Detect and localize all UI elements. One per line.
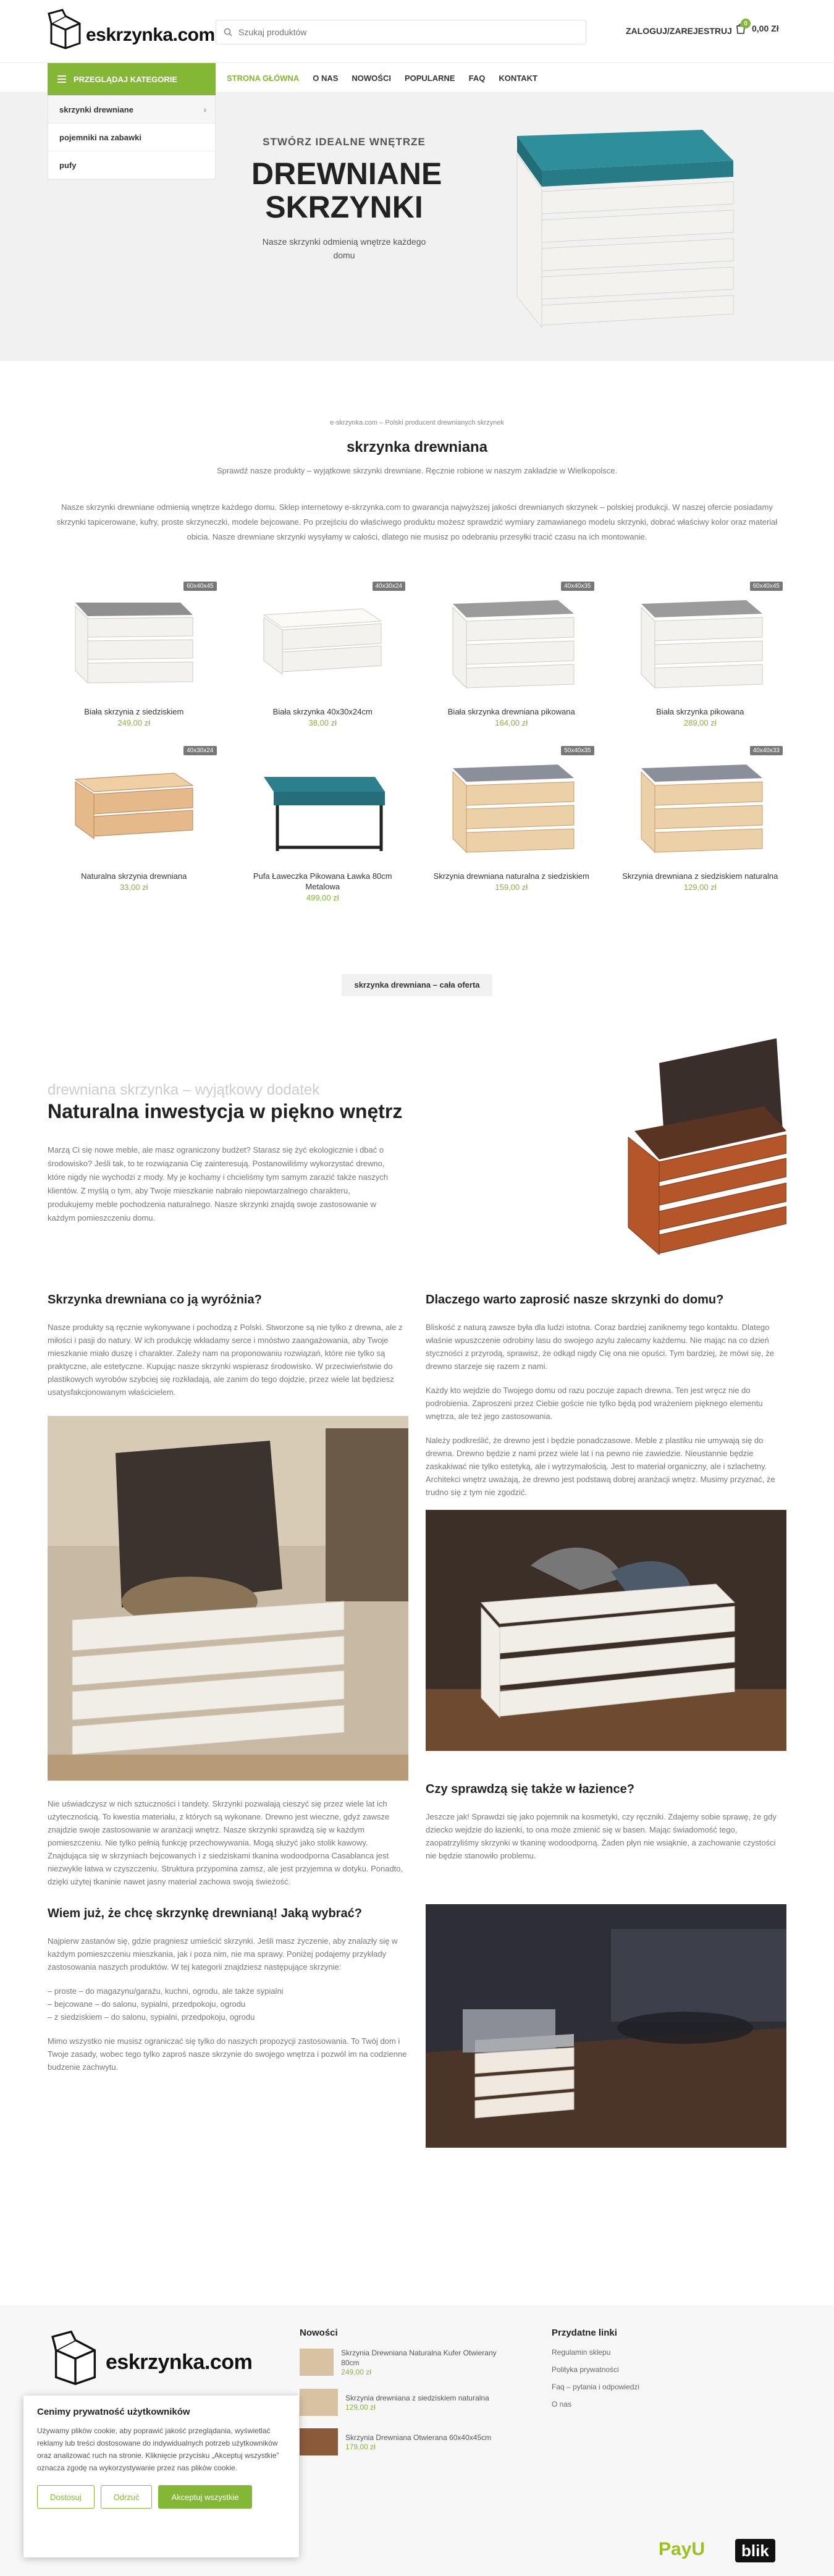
cookie-buttons: [37, 2485, 285, 2509]
list-item: – proste – do magazynu/garażu, kuchni, ogrodu, ale także sypialni: [48, 1986, 284, 1996]
crate-image: [428, 742, 595, 865]
product-image[interactable]: [425, 578, 598, 700]
open-chest-image: [622, 1038, 786, 1261]
footer-product-price: 179,00 zł: [345, 2443, 376, 2451]
feature-pre-heading: drewniana skrzynka – wyjątkowy dodatek: [48, 1082, 320, 1098]
size-badge: 60x40x45: [183, 582, 216, 591]
breadcrumb: e-skrzynka.com – Polski producent drewnianych skrzynek: [330, 419, 504, 426]
hamburger-icon: [57, 75, 66, 83]
browse-categories-button[interactable]: [48, 63, 216, 95]
site-logo[interactable]: [48, 9, 215, 49]
menu-item-new[interactable]: NOWOŚCI: [352, 73, 391, 83]
hero-text: [251, 136, 442, 262]
category-label: skrzynki drewniane: [59, 104, 133, 114]
hero-description: Nasze skrzynki odmienią wnętrze każdego domu: [262, 237, 426, 260]
article-right-p4: Jeszcze jak! Sprawdzi się jako pojemnik na kosmetyki, czy ręczniki. Zdajemy sobie sprawę, że gdy dziecko wejdzie do łazienki, to ona może zmienić się w basen. Mając świadomość tego, zaopatrzyliśmy skrzynki w tkaninę wodoodporną. Żaden płyn nie wsiąknie, a zachowanie czystości nie będzie stanowiło problemu.: [426, 1812, 777, 1860]
article-right-heading-2: Czy sprawdzą się także w łazience?: [426, 1782, 634, 1796]
cat-in-crate-photo: [48, 1416, 408, 1781]
all-offer-button[interactable]: skrzynka drewniana – cała oferta: [342, 974, 492, 996]
footer-links-title: Przydatne linki: [552, 2328, 617, 2338]
footer-useful-links: [552, 2328, 712, 2417]
product-grid: [48, 578, 786, 902]
product-image[interactable]: [425, 742, 598, 865]
category-item-toy-boxes[interactable]: [48, 124, 215, 151]
product-title[interactable]: Naturalna skrzynia drewniana: [81, 871, 187, 881]
article-left-p2: Nie uświadczysz w nich sztuczności i tandety. Skrzynki pozwalają cieszyć się przez wiele lat ich użytecznością. To kwestia materiału, z których są wykonane. Drewno jest wieczne, gdyż zawsze znajdzie swoje zastosowanie w aranżacji wnętrz. Nasze skrzynki sprawdzą się w każdym pomieszczeniu. Nie tylko pełnią funkcję przechowywania. Mogą służyć jako stolik kawowy. Znajdująca się w skrzyniach bejcowanych i z siedziskami tkanina wodoodporna Casablanca jest niezwykle łatwa w czyszczeniu. Struktura przypomina zamsz, ale jest przyjemna w dotyku. Ponadto, dzięki użytej tkaninie nawet jasny materiał zachowa swoją świeżość.: [48, 1799, 403, 1886]
size-badge: 50x40x35: [561, 746, 594, 755]
product-thumbnail: [300, 2389, 338, 2416]
feature-heading: Naturalna inwestycja w piękno wnętrz: [48, 1100, 403, 1122]
hero-subtitle: STWÓRZ IDEALNE WNĘTRZE: [263, 136, 426, 148]
footer-logo[interactable]: [48, 2330, 252, 2386]
login-register-link[interactable]: ZALOGUJ/ZAREJESTRUJ: [626, 26, 732, 36]
menu-item-popular[interactable]: POPULARNE: [404, 73, 455, 83]
product-card[interactable]: [48, 742, 221, 902]
crate-image: [239, 578, 406, 700]
menu-item-contact[interactable]: KONTAKT: [499, 73, 537, 83]
product-price: 164,00 zł: [495, 718, 528, 727]
header-topbar: [0, 0, 834, 63]
cart-button[interactable]: [735, 22, 779, 35]
product-price: 499,00 zł: [306, 893, 339, 902]
feature-text: Marzą Ci się nowe meble, ale masz ograniczony budżet? Starasz się żyć ekologicznie i dbać o środowisko? Jeśli tak, to te rozwiązania Cię zainteresują. Postanowiliśmy wykorzystać drewno, które nigdy nie wychodzi z mody. My je kochamy i chcieliśmy tym samym zarazić także naszych klientów. Z myślą o tym, aby Twoje mieszkanie nabrało niepowtarzalnego charakteru, produkujemy meble pochodzenia naturalnego. Nasze skrzynki znajdą swoje zastosowanie w każdym pomieszczeniu domu.: [48, 1145, 388, 1222]
product-price: 289,00 zł: [683, 718, 717, 727]
crate-image: [617, 742, 783, 865]
product-card[interactable]: [48, 578, 221, 727]
product-price: 249,00 zł: [117, 718, 151, 727]
product-thumbnail: [300, 2349, 334, 2376]
category-item-crates[interactable]: [48, 96, 215, 124]
product-thumbnail: [300, 2428, 338, 2455]
article-left-heading-1: Skrzynka drewniana co ją wyróżnia?: [48, 1293, 262, 1307]
product-card[interactable]: [425, 578, 598, 727]
cookie-customize-button[interactable]: Dostosuj: [37, 2485, 95, 2509]
crate-image: [617, 578, 783, 700]
logo-text: eskrzynka.com: [106, 2350, 253, 2374]
crate-image: [51, 578, 217, 700]
article-right-p3: Należy podkreślić, że drewno jest i będzie ponadczasowe. Meble z plastiku nie umywają się do drewna. Drewno będzie z nami przez wiele lat i na pewno nie zawiedzie. Nieustannie będzie zaskakiwać nie tylko estetyką, ale i wytrzymałością. Jest to materiał organiczny, ale i szlachetny. Architekci wnętrz uważają, że drewno jest podstawą dobrej aranżacji wnętrz. Musimy przyznać, że trudno się z tym nie zgodzić.: [426, 1436, 775, 1497]
product-title[interactable]: Biała skrzynka drewniana pikowana: [447, 707, 575, 716]
category-label: pojemniki na zabawki: [59, 132, 141, 142]
intro-lead: Sprawdź nasze produkty – wyjątkowe skrzynki drewniane. Ręcznie robione w naszym zakładzie w Wielkopolsce.: [216, 466, 618, 475]
size-badge: 40x40x33: [750, 746, 783, 755]
product-title[interactable]: Skrzynia drewniana naturalna z siedziskiem: [433, 871, 589, 881]
category-dropdown: [48, 95, 216, 180]
list-item: – z siedziskiem – do salonu, sypialni, przedpokoju, ogrodu: [48, 2012, 255, 2022]
article-right-p1: Bliskość z naturą zawsze była dla ludzi istotna. Coraz bardziej zaniknemy tego kontaktu. Dlatego właśnie wpuszczenie odrobiny lasu do swojego azylu zalecamy każdemu. Nie mając na co dzień styczności z przyrodą, sprawisz, że odkąd nigdy Cię ona nie opuści. Tym bardziej, że mówi się, że drewno starzeje się razem z nami.: [426, 1323, 775, 1371]
product-card[interactable]: [614, 578, 787, 727]
product-price: 33,00 zł: [119, 883, 148, 892]
browse-categories-label: PRZEGLĄDAJ KATEGORIE: [74, 74, 178, 84]
product-title[interactable]: Biała skrzynka pikowana: [656, 707, 744, 716]
hero-crate-image: [499, 117, 746, 346]
crate-image: [428, 578, 595, 700]
article-right: [426, 1293, 786, 2164]
footer-link-faq[interactable]: Faq – pytania i odpowiedzi: [552, 2383, 640, 2391]
logo-text: eskrzynka.com: [86, 25, 215, 45]
intro-text: Nasze skrzynki drewniane odmienią wnętrze każdego domu. Sklep internetowy e-skrzynka.com to gwarancja najwyższej jakości drewnianych skrzynek – polskiej produkcji. W naszej ofercie posiadamy skrzynki tapicerowane, kufry, proste skrzyneczki, modele bejcowane. Po przejściu do właściwego produktu możesz sprawdzić wymiary zamawianego modelu skrzynki, dobrać właściwy kolor oraz materiał obicia. Nasze drewniane skrzynki wysyłamy w całości, dlatego nie musisz po odebraniu przesyłki tracić czasu na ich montowanie.: [56, 502, 778, 541]
product-card[interactable]: [237, 578, 410, 727]
list-item: – bejcowane – do salonu, sypialni, przedpokoju, ogrodu: [48, 1999, 246, 2009]
product-image[interactable]: [614, 742, 787, 865]
menu-item-about[interactable]: O NAS: [313, 73, 339, 83]
box-logo-icon: [48, 9, 83, 49]
cookie-accept-all-button[interactable]: Akceptuj wszystkie: [158, 2485, 251, 2509]
product-image[interactable]: [237, 742, 410, 865]
product-title[interactable]: Biała skrzynia z siedziskiem: [84, 707, 184, 716]
cart-total: 0,00 Zł: [752, 23, 779, 33]
footer-product-title: Skrzynia Drewniana Naturalna Kufer Otwierany 80cm: [341, 2349, 497, 2367]
footer-new-title: Nowości: [300, 2328, 338, 2338]
menu-item-home[interactable]: STRONA GŁÓWNA: [227, 73, 300, 83]
product-price: 129,00 zł: [683, 883, 717, 892]
footer-link-about[interactable]: O nas: [552, 2400, 572, 2409]
article-left-p1: Nasze produkty są ręcznie wykonywane i pochodzą z Polski. Stworzone są nie tylko z drewna, ale z miłości i pasji do natury. W ich produkcję wkładamy serce i mnóstwo zaangażowania, aby Twoje mieszkanie miało duszę i charakter. Zależy nam na proponowaniu rozwiązań, które nie tylko są praktyczne, ale estetyczne. Kupując nasze skrzynki wspierasz środowisko. W przeciwieństwie do plastikowych wyrobów szybciej się rozkładają, ale zanim do tego dojdzie, przez wiele lat będziesz usatysfakcjonowanym właścicielem.: [48, 1323, 403, 1397]
product-title[interactable]: Skrzynia drewniana z siedziskiem naturalna: [622, 871, 778, 881]
size-badge: 40x40x35: [561, 582, 594, 591]
product-card[interactable]: [614, 742, 787, 902]
product-title[interactable]: Biała skrzynka 40x30x24cm: [272, 707, 373, 716]
product-title[interactable]: Pufa Ławeczka Pikowana Ławka 80cm Metalowa: [253, 871, 392, 891]
product-image[interactable]: [614, 578, 787, 700]
cookie-consent-banner: [23, 2396, 299, 2557]
crate-image: [239, 742, 406, 865]
article-right-p2: Każdy kto wejdzie do Twojego domu od razu poczuje zapach drewna. Ten jest wręcz nie do podrobienia. Zaproszeni przez Ciebie goście nie tylko będą pod wrażeniem pięknego elementu wnętrza, ale też jego zastosowania.: [426, 1386, 763, 1421]
category-label: pufy: [59, 160, 77, 170]
footer-product-price: 249,00 zł: [341, 2368, 371, 2376]
footer-product[interactable]: [300, 2348, 497, 2376]
product-image[interactable]: [48, 742, 221, 865]
footer-link-terms[interactable]: Regulamin sklepu: [552, 2348, 611, 2357]
product-image[interactable]: [48, 578, 221, 700]
payu-logo: PayU: [659, 2539, 706, 2559]
cookie-reject-button[interactable]: Odrzuć: [101, 2485, 153, 2509]
size-badge: 60x40x45: [750, 582, 783, 591]
cookie-text: Używamy plików cookie, aby poprawić jakość przeglądania, wyświetlać reklamy lub treści dostosowane do indywidualnych potrzeb użytkowników oraz analizować ruch na stronie. Kliknięcie przycisku „Akceptuj wszystkie” oznacza zgodę na wykorzystywanie przez nas plików cookie.: [37, 2426, 279, 2472]
bedroom-crate-photo: [426, 1904, 786, 2148]
crate-image: [51, 742, 217, 865]
footer-product[interactable]: [300, 2428, 497, 2455]
search-icon[interactable]: [224, 28, 232, 36]
product-price: 159,00 zł: [495, 883, 528, 892]
feature-section: [48, 1038, 786, 1261]
product-card[interactable]: [237, 742, 410, 902]
footer-new-products: [300, 2328, 497, 2468]
footer-product-title: Skrzynia drewniana z siedziskiem naturalna: [345, 2394, 489, 2402]
footer-product-price: 129,00 zł: [345, 2403, 376, 2412]
main-menu: [227, 63, 537, 93]
chevron-right-icon: ›: [203, 104, 206, 114]
product-image[interactable]: [237, 578, 410, 700]
article-left-p3: Najpierw zastanów się, gdzie pragniesz umieścić skrzynki. Jeśli masz życzenie, aby znalazły się w każdym pomieszczeniu mieszkania, jak i poza nim, nie ma sprawy. Poniżej podajemy przykłady zastosowania naszych produktów. W tej kategorii znajdziesz następujące skrzynie:: [48, 1936, 398, 1972]
footer-product[interactable]: [300, 2389, 497, 2416]
cookie-title: Cenimy prywatność użytkowników: [37, 2407, 190, 2417]
product-price: 38,00 zł: [308, 718, 337, 727]
article-left: [48, 1293, 408, 2164]
cart-count-badge: 0: [741, 19, 751, 28]
category-item-poufs[interactable]: [48, 151, 215, 179]
page-title: skrzynka drewniana: [346, 439, 488, 455]
blankets-crate-photo: [426, 1510, 786, 1751]
hero-title: DREWNIANE SKRZYNKI: [251, 156, 442, 224]
article-columns: [48, 1293, 786, 2164]
blik-logo: blik: [735, 2539, 775, 2562]
footer-link-privacy[interactable]: Polityka prywatności: [552, 2365, 619, 2374]
size-badge: 40x30x24: [373, 582, 405, 591]
search-input[interactable]: [238, 27, 586, 37]
footer-product-title: Skrzynia Drewniana Otwierana 60x40x45cm: [345, 2433, 492, 2442]
menu-item-faq[interactable]: FAQ: [468, 73, 486, 83]
article-left-heading-2: Wiem już, że chcę skrzynkę drewnianą! Jaką wybrać?: [48, 1907, 362, 1920]
product-card[interactable]: [425, 742, 598, 902]
search-box[interactable]: [216, 20, 586, 44]
size-badge: 40x30x24: [183, 746, 216, 755]
box-logo-icon: [48, 2330, 103, 2386]
article-left-p4: Mimo wszystko nie musisz ograniczać się tylko do naszych propozycji zastosowania. To Twój dom i Twoje zasady, wobec tego tylko zaproś nasze skrzynie do swojego wnętrza i pozwól im na codzienne budzenie zachwytu.: [48, 2036, 407, 2072]
article-right-heading-1: Dlaczego warto zaprosić nasze skrzynki do domu?: [426, 1293, 724, 1307]
